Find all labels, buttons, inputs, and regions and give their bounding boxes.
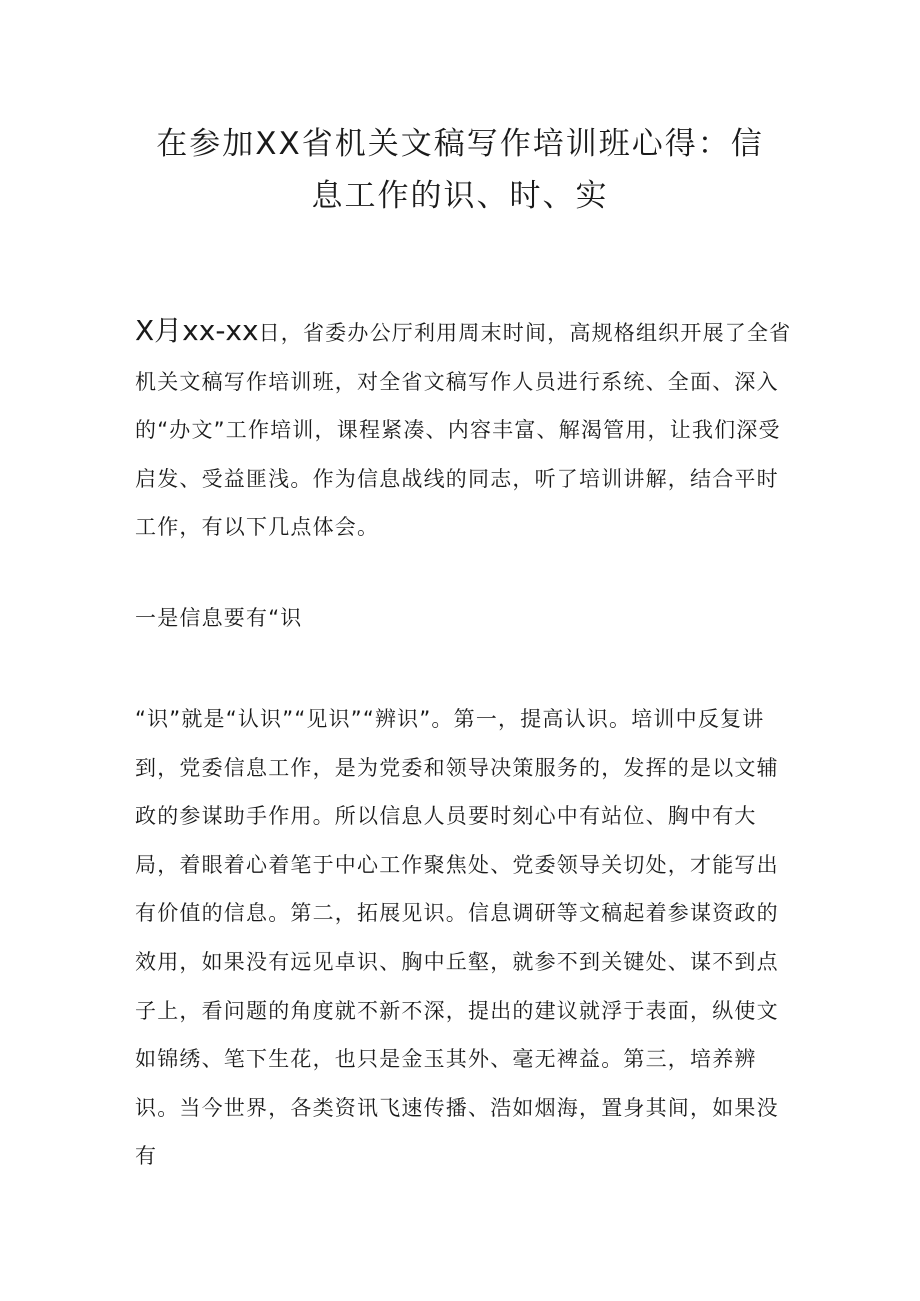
section-1-paragraph: “识”就是“认识”“见识”“辨识”。第一，提高认识。培训中反复讲到，党委信息工作，是为党委和领导决策服务的，发挥的是以文辅政的参谋助手作用。所以信息人员要时刻心中有站位、胸中有大局，着眼着心着笔于中心工作聚焦处、党委领导关切处，才能写出有价值的信息。第二，拓展见识。信息调研等文稿起着参谋资政的效用，如果没有远见卓识、胸中丘壑，就参不到关键处、谋不到点子上，看问题的角度就不新不深，提出的建议就浮于表面，纵使文如锦绣、笔下生花，也只是金玉其外、毫无裨益。第三，培养辨识。当今世界，各类资讯飞速传播、浩如烟海，置身其间，如果没有 bbox=[135, 707, 779, 1169]
section-heading-1: 一是信息要有“识 bbox=[135, 606, 303, 630]
document-title-line-1: 在参加XX省机关文稿写作培训班心得：信 bbox=[156, 126, 764, 162]
document-title-line-2: 息工作的识、时、实 bbox=[311, 178, 609, 214]
intro-paragraph bbox=[135, 307, 795, 552]
intro-date-lead: X月xx-xx bbox=[135, 314, 259, 347]
intro-paragraph-text: 日，省委办公厅利用周末时间，高规格组织开展了全省机关文稿写作培训班，对全省文稿写作人员进行系统、全面、深入的“办文”工作培训，课程紧凑、内容丰富、解渴管用，让我们深受启发、受益匪浅。作为信息战线的同志，听了培训讲解，结合平时工作，有以下几点体会。 bbox=[135, 321, 792, 540]
